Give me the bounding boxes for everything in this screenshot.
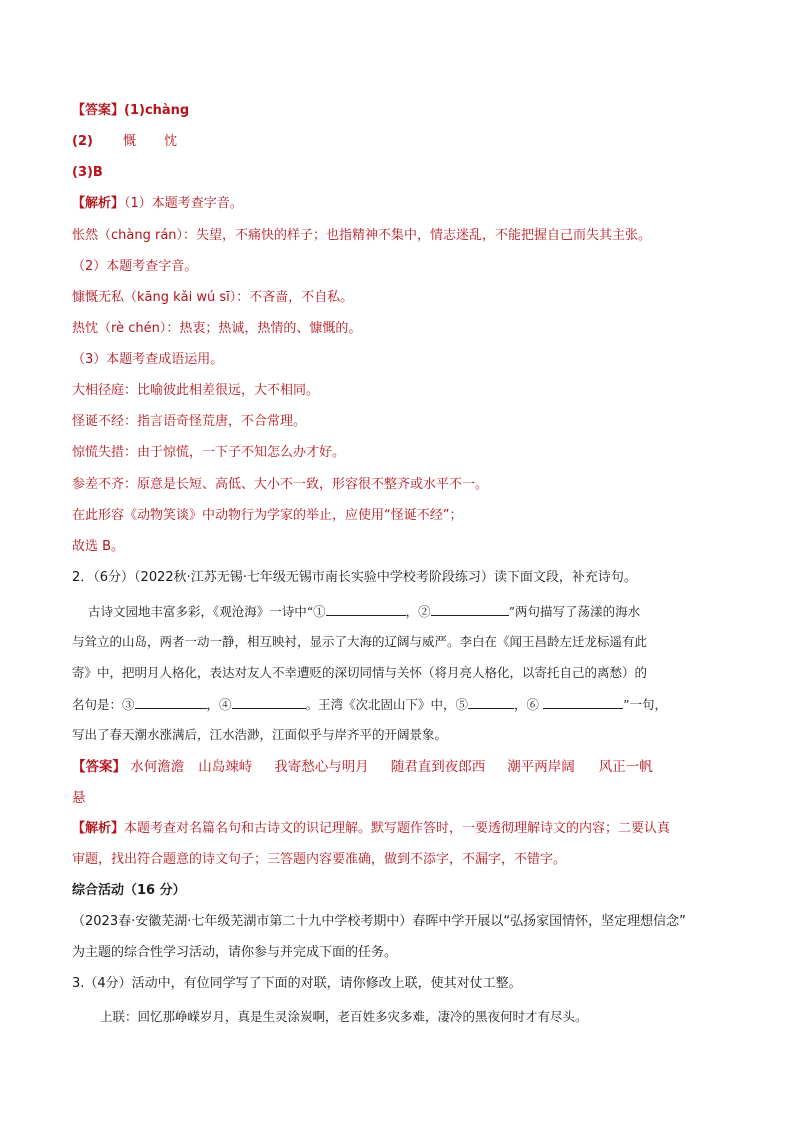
q2-text-4e: ”一句， xyxy=(623,697,667,712)
question-3-heading: 3.（4分）活动中，有位同学写了下面的对联，请你修改上联，使其对仗工整。 xyxy=(72,976,522,991)
section-intro-1: （2023春·安徽芜湖·七年级芜湖市第二十九中学校考期中）春晖中学开展以“弘扬家国情怀，坚定理想信念” xyxy=(72,914,686,929)
q2-answer-tail: 悬 xyxy=(72,790,86,806)
analysis-text-1: （1）本题考查字音。 xyxy=(124,196,243,211)
q2-passage-line-5: 写出了春天潮水涨满后，江水浩渺，江面似乎与岸齐平的开阔景象。 xyxy=(72,727,448,742)
q2-answer-line xyxy=(72,758,653,776)
q2-passage-line-2: 与耸立的山岛，两者一动一静，相互映衬，显示了大海的辽阔与威严。李白在《闻王昌龄左迁龙标遥有此 xyxy=(72,634,648,649)
q2-text-4a: 名句是：③ xyxy=(72,697,135,712)
q2-passage-line-3: 寄》中，把明月人格化，表达对友人不幸遭贬的深切同情与关怀（将月亮人格化，以寄托自己的离愁）的 xyxy=(72,665,648,680)
section-title: 综合活动（16 分） xyxy=(72,883,186,898)
q2-analysis-tag: 【解析】 xyxy=(72,821,125,836)
q2-text-4b: ，④ xyxy=(206,697,232,712)
analysis-text-12: 故选 B。 xyxy=(72,539,125,554)
answer-tag: 【答案】 xyxy=(72,103,125,118)
analysis-tag: 【解析】 xyxy=(72,196,125,211)
q2-answer-3: 我寄愁心与明月 xyxy=(274,759,369,775)
q2-text-1c: ”两句描写了荡漾的海水 xyxy=(508,604,641,619)
analysis-text-3: （2）本题考查字音。 xyxy=(72,259,198,274)
question-2-heading: 2．（6分）（2022秋·江苏无锡·七年级无锡市南长实验中学校考阶段练习）读下面文段，补充诗句。 xyxy=(72,570,637,585)
blank-2[interactable] xyxy=(431,602,509,616)
analysis-text-7: 大相径庭：比喻彼此相差很远，大不相同。 xyxy=(72,383,320,398)
q2-passage-line-4 xyxy=(72,695,667,714)
q2-passage-line-1 xyxy=(88,602,640,621)
answer-part-2-b: 忱 xyxy=(163,134,177,149)
q2-answer-5: 潮平两岸阔 xyxy=(507,759,575,775)
blank-3[interactable] xyxy=(135,695,207,709)
q2-text-4d: ，⑥ xyxy=(514,697,540,712)
analysis-line-1 xyxy=(72,195,243,213)
analysis-text-4: 慷慨无私（kāng kǎi wú sī）：不吝啬，不自私。 xyxy=(72,290,354,305)
blank-5[interactable] xyxy=(468,695,514,709)
q2-text-1b: ，② xyxy=(405,604,431,619)
blank-6[interactable] xyxy=(543,695,623,709)
analysis-text-2: 怅然（chàng rán）：失望，不痛快的样子；也指精神不集中，情志迷乱，不能把握自己而失其主张。 xyxy=(72,228,652,243)
couplet-upper: 上联：回忆那峥嵘岁月，真是生灵涂炭啊，老百姓多灾多难，凄冷的黑夜何时才有尽头。 xyxy=(100,1009,588,1024)
analysis-text-6: （3）本题考查成语运用。 xyxy=(72,352,224,367)
analysis-text-8: 怪诞不经：指言语奇怪荒唐，不合常理。 xyxy=(72,414,307,429)
answer-part-2-label: (2) xyxy=(72,134,93,149)
answer-line-1 xyxy=(72,102,189,120)
q2-analysis-line-1 xyxy=(72,820,670,838)
blank-1[interactable] xyxy=(326,602,406,616)
analysis-text-10: 参差不齐：原意是长短、高低、大小不一致，形容很不整齐或水平不一。 xyxy=(72,477,489,492)
answer-line-2 xyxy=(72,133,177,151)
q2-analysis-text-1: 本题考查对名篇名句和古诗文的识记理解。默写题作答时，一要透彻理解诗文的内容；二要认真 xyxy=(124,821,671,836)
q2-answer-1: 水何澹澹 xyxy=(130,759,185,775)
q2-answer-4: 随君直到夜郎西 xyxy=(390,759,486,775)
section-intro-2: 为主题的综合性学习活动，请你参与并完成下面的任务。 xyxy=(72,945,398,960)
analysis-text-5: 热忱（rè chén）：热衷；热诚，热情的、慷慨的。 xyxy=(72,321,362,336)
q2-text-1a: 古诗文园地丰富多彩，《观沧海》一诗中“① xyxy=(88,604,326,619)
q2-answer-6: 风正一帆 xyxy=(598,759,653,775)
answer-part-3: (3)B xyxy=(72,165,103,180)
answer-part-1: (1)chàng xyxy=(124,103,190,118)
q2-analysis-text-2: 审题，找出符合题意的诗文句子；三答题内容要准确，做到不添字，不漏字，不错字。 xyxy=(72,852,567,867)
q2-answer-tag: 【答案】 xyxy=(72,759,126,775)
q2-text-4c: 。王湾《次北固山下》中，⑤ xyxy=(305,697,469,712)
analysis-text-9: 惊慌失措：由于惊慌，一下子不知怎么办才好。 xyxy=(72,445,346,460)
analysis-text-11: 在此形容《动物笑谈》中动物行为学家的举止，应使用“怪诞不经”； xyxy=(72,508,463,523)
q2-answer-2: 山岛竦峙 xyxy=(198,759,253,775)
answer-part-2-a: 慨 xyxy=(122,134,136,149)
blank-4[interactable] xyxy=(232,695,306,709)
